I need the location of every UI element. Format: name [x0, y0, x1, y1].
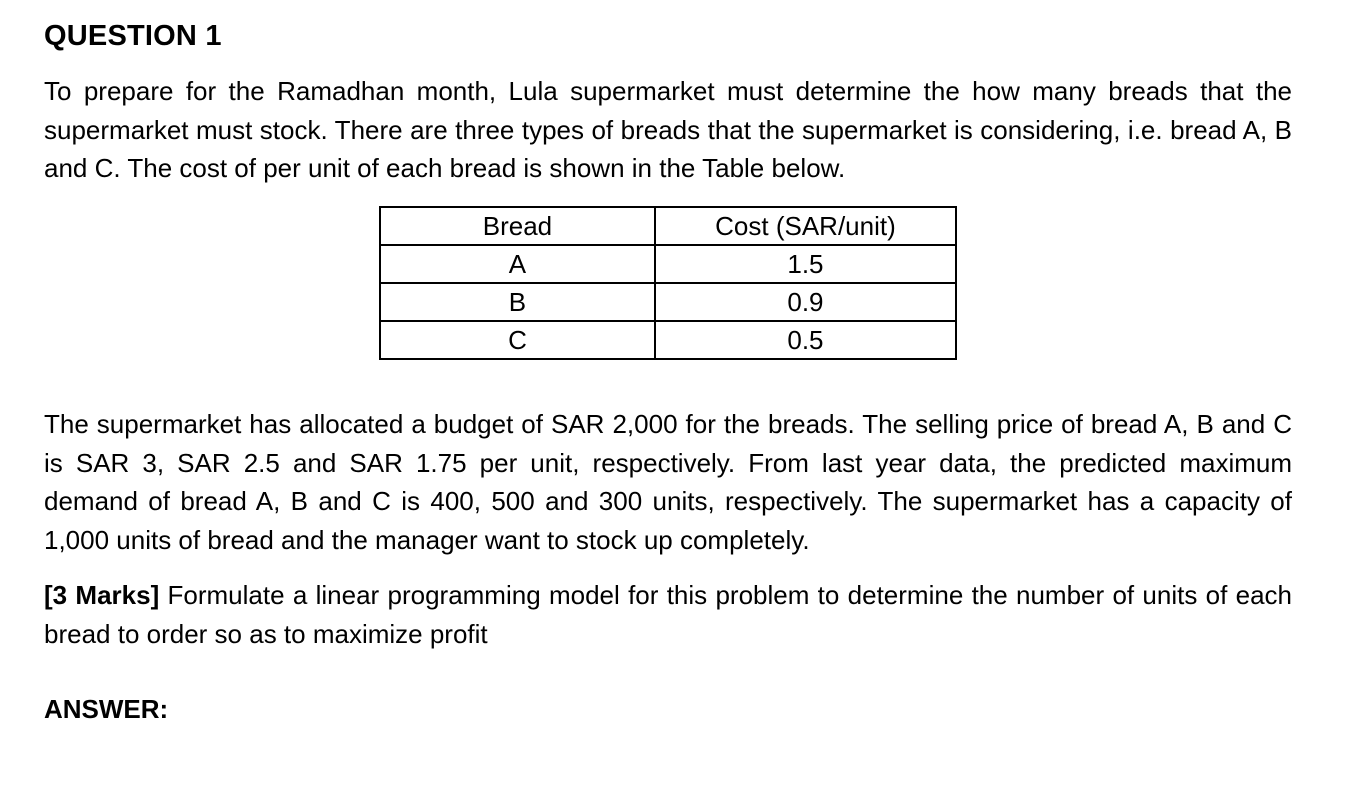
- task-marks: [3 Marks]: [44, 580, 160, 610]
- question-heading: QUESTION 1: [44, 20, 222, 52]
- table-cell-cost: 0.9: [655, 283, 956, 321]
- table-cell-cost: 1.5: [655, 245, 956, 283]
- question-details: The supermarket has allocated a budget of SAR 2,000 for the breads. The selling price of bread A, B and C is SAR 3, SAR 2.5 and SAR 1.75 per unit, respectively. From last year data, the predicted maximum demand of bread A, B and C is 400, 500 and 300 units, respectively. The supermarket has a capacity of 1,000 units of bread and the manager want to stock up completely.: [44, 409, 1292, 555]
- table-header-bread: Bread: [380, 207, 655, 245]
- table-row: [380, 283, 956, 321]
- bread-cost-table: [379, 206, 957, 360]
- table-cell-bread: A: [380, 245, 655, 283]
- table-cell-bread: C: [380, 321, 655, 359]
- task-text: Formulate a linear programming model for this problem to determine the number of units of each bread to order so as to maximize profit: [44, 580, 1293, 649]
- table-header-row: [380, 207, 956, 245]
- question-intro: To prepare for the Ramadhan month, Lula supermarket must determine the how many breads that the supermarket must stock. There are three types of breads that the supermarket is considering, i.e. bread A, B and C. The cost of per unit of each bread is shown in the Table below.: [44, 76, 1292, 183]
- table-header-cost: Cost (SAR/unit): [655, 207, 956, 245]
- table-row: [380, 245, 956, 283]
- answer-label: ANSWER:: [44, 694, 169, 724]
- question-task: [44, 576, 1292, 653]
- table-cell-bread: B: [380, 283, 655, 321]
- table-row: [380, 321, 956, 359]
- table-cell-cost: 0.5: [655, 321, 956, 359]
